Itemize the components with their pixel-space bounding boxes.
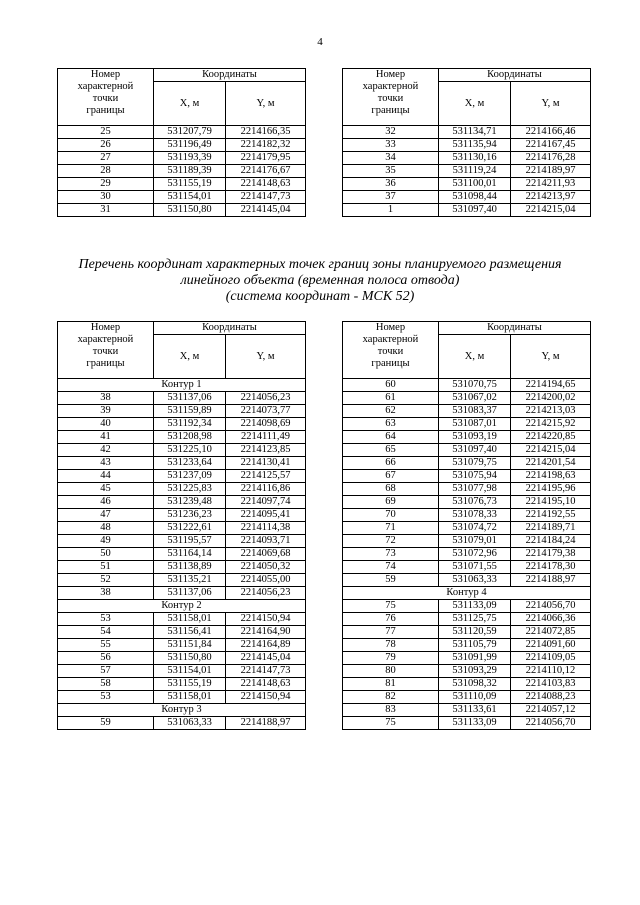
y-coordinate: 2214164,90 [226,626,306,639]
x-coordinate: 531239,48 [154,496,226,509]
point-number: 77 [343,626,439,639]
y-coordinate: 2214145,04 [226,204,306,217]
table-row [343,561,591,574]
x-coordinate: 531076,73 [439,496,511,509]
point-number: 68 [343,483,439,496]
point-number: 35 [343,165,439,178]
x-coordinate: 531063,33 [154,717,226,730]
x-coordinate: 531236,23 [154,509,226,522]
table-row [343,678,591,691]
table-row [58,548,306,561]
x-coordinate: 531193,39 [154,152,226,165]
y-coordinate: 2214111,49 [226,431,306,444]
x-coordinate: 531192,34 [154,418,226,431]
x-coordinate: 531074,72 [439,522,511,535]
table-row [58,139,306,152]
y-coordinate: 2214073,77 [226,405,306,418]
x-coordinate: 531208,98 [154,431,226,444]
x-coordinate: 531078,33 [439,509,511,522]
y-header: Y, м [226,82,306,126]
x-coordinate: 531105,79 [439,639,511,652]
contour-row [343,587,591,600]
table-row [58,165,306,178]
point-number: 83 [343,704,439,717]
y-coordinate: 2214109,05 [511,652,591,665]
x-coordinate: 531120,59 [439,626,511,639]
point-number: 59 [343,574,439,587]
table-row [343,691,591,704]
table-row [58,191,306,204]
point-number: 64 [343,431,439,444]
table-row [343,548,591,561]
table-row [343,626,591,639]
table-row [58,587,306,600]
y-coordinate: 2214125,57 [226,470,306,483]
point-number: 40 [58,418,154,431]
table-row [58,418,306,431]
y-coordinate: 2214184,24 [511,535,591,548]
point-number: 45 [58,483,154,496]
coords-header: Координаты [439,322,591,335]
y-coordinate: 2214056,23 [226,392,306,405]
x-coordinate: 531071,55 [439,561,511,574]
y-coordinate: 2214198,63 [511,470,591,483]
table-row [58,483,306,496]
y-coordinate: 2214148,63 [226,678,306,691]
table-row [343,600,591,613]
point-number: 75 [343,717,439,730]
y-coordinate: 2214178,30 [511,561,591,574]
coords-table-1-right [342,68,591,217]
table-row [343,613,591,626]
table-row [58,392,306,405]
table-row [343,392,591,405]
caption-line: (система координат - МСК 52) [225,289,415,304]
page-number: 4 [317,36,323,48]
caption-line: линейного объекта (временная полоса отвода) [180,273,460,288]
point-number: 39 [58,405,154,418]
table-row [343,496,591,509]
y-coordinate: 2214166,46 [511,126,591,139]
table-row [58,431,306,444]
x-coordinate: 531097,40 [439,444,511,457]
point-number: 25 [58,126,154,139]
y-coordinate: 2214189,97 [511,165,591,178]
x-coordinate: 531138,89 [154,561,226,574]
contour-row [58,600,306,613]
point-number: 74 [343,561,439,574]
section-caption [0,257,640,305]
x-coordinate: 531154,01 [154,665,226,678]
point-number: 43 [58,457,154,470]
y-coordinate: 2214093,71 [226,535,306,548]
x-coordinate: 531159,89 [154,405,226,418]
table-row [58,470,306,483]
y-coordinate: 2214069,68 [226,548,306,561]
table-row [58,152,306,165]
point-number: 78 [343,639,439,652]
x-header: X, м [439,335,511,379]
contour-row [58,704,306,717]
table-row [343,509,591,522]
point-number: 1 [343,204,439,217]
x-coordinate: 531134,71 [439,126,511,139]
table-row [58,717,306,730]
point-number: 56 [58,652,154,665]
y-coordinate: 2214215,04 [511,444,591,457]
y-coordinate: 2214056,23 [226,587,306,600]
coords-table-1-left [57,68,306,217]
x-coordinate: 531079,01 [439,535,511,548]
y-coordinate: 2214056,70 [511,717,591,730]
y-coordinate: 2214050,32 [226,561,306,574]
point-number: 60 [343,379,439,392]
y-header: Y, м [511,82,591,126]
y-coordinate: 2214066,36 [511,613,591,626]
y-coordinate: 2214103,83 [511,678,591,691]
y-coordinate: 2214056,70 [511,600,591,613]
x-coordinate: 531077,98 [439,483,511,496]
x-coordinate: 531156,41 [154,626,226,639]
point-number: 73 [343,548,439,561]
x-coordinate: 531125,75 [439,613,511,626]
y-coordinate: 2214110,12 [511,665,591,678]
contour-label: Контур 2 [58,600,306,613]
y-coordinate: 2214148,63 [226,178,306,191]
table-row [343,457,591,470]
coords-header: Координаты [439,69,591,82]
y-header: Y, м [226,335,306,379]
y-coordinate: 2214182,32 [226,139,306,152]
contour-row [58,379,306,392]
table-row [343,444,591,457]
table-row [58,691,306,704]
table-row [343,152,591,165]
table-row [58,665,306,678]
x-coordinate: 531189,39 [154,165,226,178]
point-number: 38 [58,587,154,600]
x-header: X, м [439,82,511,126]
table-row [58,652,306,665]
point-number: 76 [343,613,439,626]
point-number: 28 [58,165,154,178]
point-number: 59 [58,717,154,730]
x-coordinate: 531098,32 [439,678,511,691]
table-row [58,178,306,191]
point-number: 61 [343,392,439,405]
x-coordinate: 531067,02 [439,392,511,405]
point-number: 26 [58,139,154,152]
x-coordinate: 531225,10 [154,444,226,457]
x-coordinate: 531135,94 [439,139,511,152]
table-row [343,639,591,652]
number-header: Номер характерной точки границы [343,322,439,379]
y-coordinate: 2214166,35 [226,126,306,139]
y-coordinate: 2214194,65 [511,379,591,392]
x-coordinate: 531119,24 [439,165,511,178]
point-number: 63 [343,418,439,431]
point-number: 53 [58,691,154,704]
x-coordinate: 531083,37 [439,405,511,418]
y-coordinate: 2214189,71 [511,522,591,535]
table-row [58,613,306,626]
table-row [343,704,591,717]
point-number: 55 [58,639,154,652]
point-number: 38 [58,392,154,405]
x-coordinate: 531150,80 [154,652,226,665]
x-coordinate: 531133,09 [439,600,511,613]
point-number: 37 [343,191,439,204]
point-number: 29 [58,178,154,191]
x-coordinate: 531196,49 [154,139,226,152]
number-header: Номер характерной точки границы [343,69,439,126]
x-coordinate: 531195,57 [154,535,226,548]
y-coordinate: 2214088,23 [511,691,591,704]
y-coordinate: 2214055,00 [226,574,306,587]
table-row [58,678,306,691]
table-row [58,561,306,574]
x-coordinate: 531158,01 [154,691,226,704]
y-coordinate: 2214097,74 [226,496,306,509]
point-number: 70 [343,509,439,522]
table-row [58,574,306,587]
x-coordinate: 531097,40 [439,204,511,217]
point-number: 66 [343,457,439,470]
point-number: 69 [343,496,439,509]
y-coordinate: 2214176,67 [226,165,306,178]
table-row [343,204,591,217]
table-row [58,522,306,535]
y-coordinate: 2214188,97 [511,574,591,587]
x-coordinate: 531091,99 [439,652,511,665]
x-coordinate: 531222,61 [154,522,226,535]
point-number: 53 [58,613,154,626]
table-row [343,405,591,418]
table-row [343,418,591,431]
point-number: 71 [343,522,439,535]
point-number: 54 [58,626,154,639]
x-coordinate: 531133,61 [439,704,511,717]
x-coordinate: 531110,09 [439,691,511,704]
x-coordinate: 531063,33 [439,574,511,587]
y-coordinate: 2214220,85 [511,431,591,444]
point-number: 47 [58,509,154,522]
contour-label: Контур 1 [58,379,306,392]
x-coordinate: 531093,29 [439,665,511,678]
point-number: 50 [58,548,154,561]
point-number: 79 [343,652,439,665]
y-coordinate: 2214091,60 [511,639,591,652]
y-coordinate: 2214200,02 [511,392,591,405]
table-row [343,431,591,444]
point-number: 42 [58,444,154,457]
point-number: 52 [58,574,154,587]
x-coordinate: 531155,19 [154,178,226,191]
y-coordinate: 2214192,55 [511,509,591,522]
number-header: Номер характерной точки границы [58,322,154,379]
point-number: 34 [343,152,439,165]
point-number: 81 [343,678,439,691]
y-coordinate: 2214188,97 [226,717,306,730]
y-coordinate: 2214167,45 [511,139,591,152]
point-number: 27 [58,152,154,165]
x-coordinate: 531133,09 [439,717,511,730]
table-row [58,639,306,652]
x-coordinate: 531130,16 [439,152,511,165]
table-row [343,665,591,678]
x-coordinate: 531137,06 [154,392,226,405]
y-coordinate: 2214057,12 [511,704,591,717]
coords-header: Координаты [154,322,306,335]
y-coordinate: 2214213,97 [511,191,591,204]
x-coordinate: 531098,44 [439,191,511,204]
x-coordinate: 531207,79 [154,126,226,139]
point-number: 49 [58,535,154,548]
y-coordinate: 2214179,38 [511,548,591,561]
x-coordinate: 531155,19 [154,678,226,691]
y-coordinate: 2214147,73 [226,665,306,678]
y-coordinate: 2214114,38 [226,522,306,535]
table-row [58,126,306,139]
y-header: Y, м [511,335,591,379]
x-coordinate: 531151,84 [154,639,226,652]
x-coordinate: 531158,01 [154,613,226,626]
x-coordinate: 531093,19 [439,431,511,444]
point-number: 32 [343,126,439,139]
y-coordinate: 2214179,95 [226,152,306,165]
y-coordinate: 2214116,86 [226,483,306,496]
table-row [58,496,306,509]
point-number: 46 [58,496,154,509]
point-number: 65 [343,444,439,457]
table-row [343,126,591,139]
contour-label: Контур 4 [343,587,591,600]
table-row [58,444,306,457]
point-number: 30 [58,191,154,204]
x-coordinate: 531233,64 [154,457,226,470]
table-row [58,509,306,522]
table-row [58,405,306,418]
table-row [343,470,591,483]
x-coordinate: 531075,94 [439,470,511,483]
y-coordinate: 2214213,03 [511,405,591,418]
y-coordinate: 2214195,10 [511,496,591,509]
table-row [58,457,306,470]
table-row [343,652,591,665]
table-row [343,139,591,152]
point-number: 58 [58,678,154,691]
point-number: 67 [343,470,439,483]
table-row [58,626,306,639]
coords-table-2-right [342,321,591,730]
coords-header: Координаты [154,69,306,82]
x-coordinate: 531154,01 [154,191,226,204]
contour-label: Контур 3 [58,704,306,717]
x-coordinate: 531150,80 [154,204,226,217]
y-coordinate: 2214201,54 [511,457,591,470]
table-row [58,535,306,548]
point-number: 75 [343,600,439,613]
y-coordinate: 2214095,41 [226,509,306,522]
table-row [343,535,591,548]
y-coordinate: 2214176,28 [511,152,591,165]
point-number: 72 [343,535,439,548]
point-number: 57 [58,665,154,678]
number-header: Номер характерной точки границы [58,69,154,126]
caption-line: Перечень координат характерных точек границ зоны планируемого размещения [78,257,562,272]
x-coordinate: 531137,06 [154,587,226,600]
point-number: 48 [58,522,154,535]
point-number: 31 [58,204,154,217]
table-row [343,574,591,587]
point-number: 80 [343,665,439,678]
y-coordinate: 2214211,93 [511,178,591,191]
y-coordinate: 2214098,69 [226,418,306,431]
y-coordinate: 2214130,41 [226,457,306,470]
table-row [343,165,591,178]
y-coordinate: 2214123,85 [226,444,306,457]
table-row [343,717,591,730]
coords-table-2-left [57,321,306,730]
point-number: 62 [343,405,439,418]
point-number: 41 [58,431,154,444]
x-header: X, м [154,335,226,379]
x-coordinate: 531164,14 [154,548,226,561]
y-coordinate: 2214145,04 [226,652,306,665]
table-row [343,522,591,535]
table-row [343,483,591,496]
x-coordinate: 531072,96 [439,548,511,561]
y-coordinate: 2214215,04 [511,204,591,217]
table-row [343,379,591,392]
point-number: 44 [58,470,154,483]
x-coordinate: 531100,01 [439,178,511,191]
y-coordinate: 2214195,96 [511,483,591,496]
y-coordinate: 2214150,94 [226,613,306,626]
y-coordinate: 2214164,89 [226,639,306,652]
y-coordinate: 2214150,94 [226,691,306,704]
point-number: 36 [343,178,439,191]
y-coordinate: 2214147,73 [226,191,306,204]
table-row [343,191,591,204]
x-coordinate: 531135,21 [154,574,226,587]
x-header: X, м [154,82,226,126]
table-row [58,204,306,217]
point-number: 33 [343,139,439,152]
y-coordinate: 2214072,85 [511,626,591,639]
point-number: 51 [58,561,154,574]
x-coordinate: 531087,01 [439,418,511,431]
y-coordinate: 2214215,92 [511,418,591,431]
x-coordinate: 531070,75 [439,379,511,392]
point-number: 82 [343,691,439,704]
x-coordinate: 531079,75 [439,457,511,470]
table-row [343,178,591,191]
x-coordinate: 531225,83 [154,483,226,496]
x-coordinate: 531237,09 [154,470,226,483]
